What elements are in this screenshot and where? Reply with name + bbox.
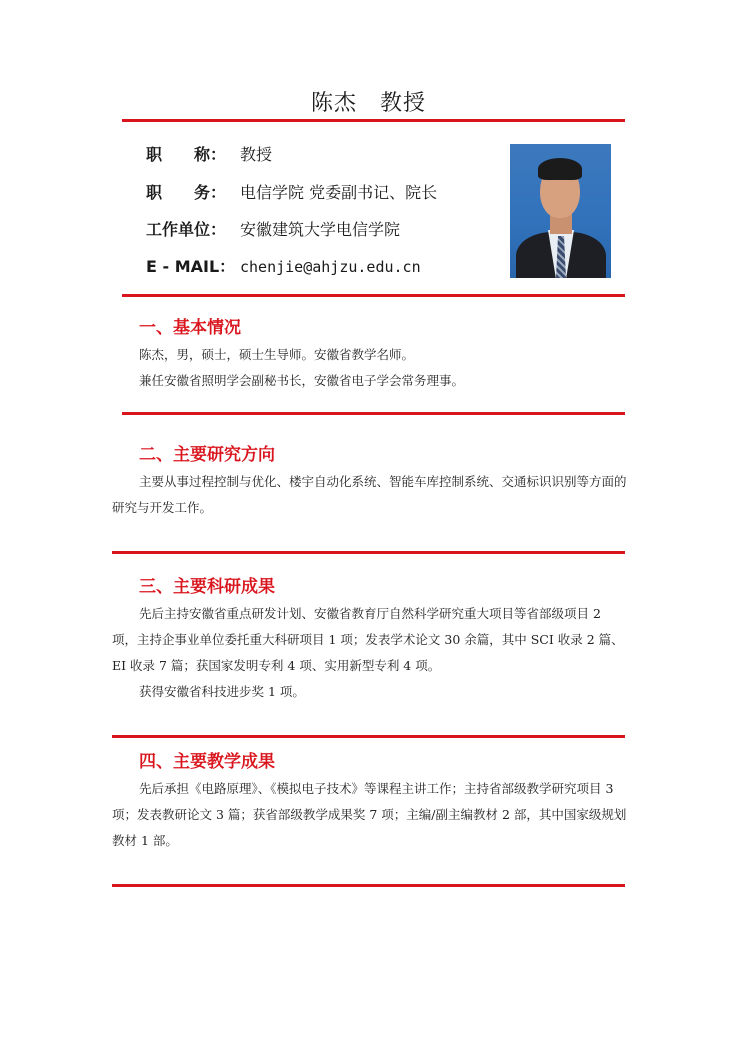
section-teaching-text: 先后承担《电路原理》、《模拟电子技术》等课程主讲工作；主持省部级教学研究项目 3 项；发表教研论文 3 篇；获省部级教学成果奖 7 项；主编/副主编教材 2 部，其中国家级规划教材 1 部。 [112, 781, 627, 848]
workplace-label: 工作单位： [146, 220, 227, 239]
email-value: chenjie@ahjzu.edu.cn [240, 258, 421, 276]
title-value: 教授 [240, 145, 273, 164]
section-teaching-title: 四、主要教学成果 [139, 752, 275, 772]
section-basic-title: 一、基本情况 [139, 318, 241, 338]
title-label: 职 称： [146, 145, 227, 164]
email-row [146, 254, 421, 280]
email-label: E - MAIL： [146, 257, 236, 276]
profile-divider [122, 294, 625, 297]
section-basic-divider [122, 412, 625, 415]
title-row [146, 142, 272, 168]
section-results-divider [112, 735, 625, 738]
section-basic-line-2: 兼任安徽省照明学会副秘书长，安徽省电子学会常务理事。 [139, 373, 465, 388]
section-research-text: 主要从事过程控制与优化、楼宇自动化系统、智能车库控制系统、交通标识识别等方面的研究与开发工作。 [112, 474, 627, 515]
section-teaching-divider [112, 884, 625, 887]
title-divider [122, 119, 625, 122]
section-results-text: 先后主持安徽省重点研发计划、安徽省教育厅自然科学研究重大项目等省部级项目 2 项，主持企事业单位委托重大科研项目 1 项；发表学术论文 30 余篇，其中 SCI 收录 2 篇、EI 收录 7 篇；获国家发明专利 4 项、实用新型专利 4 项。 [112, 606, 624, 673]
section-research-title: 二、主要研究方向 [139, 445, 275, 465]
position-row [146, 180, 437, 206]
position-value: 电信学院 党委副书记、院长 [240, 183, 438, 202]
section-research-divider [112, 551, 625, 554]
section-results-title: 三、主要科研成果 [139, 577, 275, 597]
portrait-photo [510, 144, 611, 278]
workplace-row [146, 217, 400, 243]
position-label: 职 务： [146, 183, 227, 202]
section-basic-line-1: 陈杰，男，硕士，硕士生导师。安徽省教学名师。 [139, 347, 415, 362]
workplace-value: 安徽建筑大学电信学院 [240, 220, 401, 239]
page-title: 陈杰 教授 [310, 91, 426, 116]
section-results-award: 获得安徽省科技进步奖 1 项。 [139, 684, 305, 699]
